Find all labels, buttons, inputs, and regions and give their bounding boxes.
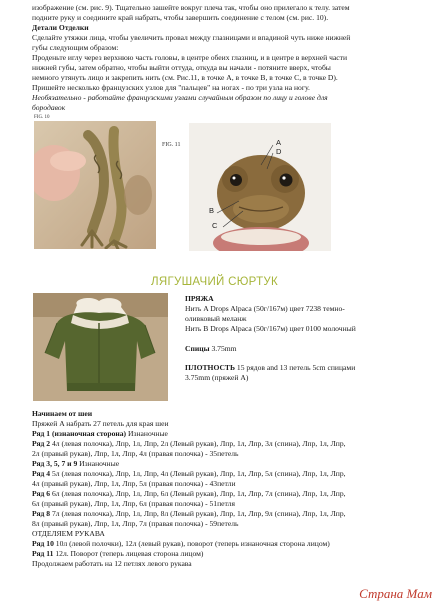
callout-a: A <box>276 138 282 147</box>
figure-label-right: FIG. 11 <box>162 142 181 148</box>
neck-title: Начинаем от шеи <box>32 409 93 418</box>
row-3-label: Ряд 3, 5, 7 и 9 <box>32 459 78 468</box>
row-1 <box>32 429 168 439</box>
section-heading-coat: ЛЯГУШАЧИЙ СЮРТУК <box>151 276 278 288</box>
frog-legs-photo <box>34 121 156 249</box>
details-line: губы следующим образом: <box>32 43 119 52</box>
row-10-label: Ряд 10 <box>32 539 54 548</box>
details-line: нижней губы, затем обратно, чтобы выйти оттуда, откуда вы начали - потяните вверх, чтобы <box>32 63 331 72</box>
details-line: Сделайте утяжки лица, чтобы увеличить провал между глазницами и впадиной чуть ниже нижней <box>32 33 351 42</box>
gauge-line-2: 3.75mm (пряжей A) <box>185 373 249 382</box>
row-3 <box>32 459 119 469</box>
details-note: бородавок <box>32 103 66 112</box>
row-11 <box>32 549 203 559</box>
row-2-text: 4л (левая полочка), Лпр, 1л, Лпр, 2л (Левый рукав), Лпр, 1л, Лпр, 3л (спина), Лпр, 1л, Лпр, <box>52 439 346 448</box>
callout-d: D <box>276 147 282 156</box>
row-11-text: 12л. Поворот (теперь лицевая сторона лицом) <box>55 549 204 558</box>
row-6-cont: 6л (правый рукав), Лпр, 1л, Лпр, 6л (правая полочка) - 51петля <box>32 499 235 508</box>
intro-line-2: подните руку и соедините край набрать, чтобы завершить соединение с телом (см. рис. 10). <box>32 13 329 22</box>
watermark-text: Страна Мам <box>359 586 432 601</box>
needles-label: Спицы <box>185 344 210 353</box>
row-6-text: 6л (левая полочка), Лпр, 1л, Лпр, 6л (Левый рукав), Лпр, 1л, Лпр, 7л (спина), Лпр, 1л, Лпр, <box>52 489 346 498</box>
callout-b: B <box>209 206 215 215</box>
row-4-text: 5л (левая полочка), Лпр, 1л, Лпр, 4л (Левый рукав), Лпр, 1л, Лпр, 5л (спина), Лпр, 1л, Лпр, <box>52 469 346 478</box>
row-6 <box>32 489 346 499</box>
details-note: Необязательно - работайте французскими узлами случайным образом по лицу и голове для <box>32 93 328 102</box>
needles <box>185 344 237 354</box>
gauge <box>185 363 355 373</box>
row-4-label: Ряд 4 <box>32 469 51 478</box>
row-2-label: Ряд 2 <box>32 439 51 448</box>
yarn-a-cont: оливковый меланж <box>185 314 247 323</box>
site-watermark-logo <box>359 586 432 602</box>
figure-label-left: FIG. 10 <box>34 115 50 120</box>
sleeves-title: ОТДЕЛЯЕМ РУКАВА <box>32 529 105 538</box>
row-3-text: Изнаночные <box>79 459 120 468</box>
row-4 <box>32 469 346 479</box>
row-11-label: Ряд 11 <box>32 549 54 558</box>
yarn-b: Нить B Drops Alpaca (50г/167м) цвет 0100 молочный <box>185 324 356 333</box>
row-8 <box>32 509 346 519</box>
row-1-text: Изнаночные <box>127 429 168 438</box>
yarn-title: ПРЯЖА <box>185 294 214 303</box>
row-6-label: Ряд 6 <box>32 489 51 498</box>
gauge-line-1: 15 рядов and 13 петель 5cm спицами <box>236 363 356 372</box>
neck-cast-on: Пряжей A набрать 27 петель для края шеи <box>32 419 169 428</box>
row-1-label: Ряд 1 (изнаночная сторона) <box>32 429 127 438</box>
coat-photo <box>33 293 168 401</box>
row-4-cont: 4л (правый рукав), Лпр, 1л, Лпр, 5л (правая полочка) - 43петли <box>32 479 236 488</box>
row-8-text: 7л (левая полочка), Лпр, 1л, Лпр, 8л (Левый рукав), Лпр, 1л, Лпр, 9л (спина), Лпр, 1л, Лпр, <box>52 509 346 518</box>
frog-face-photo <box>189 123 331 251</box>
row-2-cont: 2л (правый рукав), Лпр, 1л, Лпр, 4л (правая полочка) - 35петель <box>32 449 239 458</box>
details-line: Пришейте несколько французских узлов для "пальцев" на ногах - по три узла на ногу. <box>32 83 310 92</box>
intro-line-1: изображение (см. рис. 9). Тщательно зашейте вокруг плеча так, чтобы оно прилегало к телу. затем <box>32 3 350 12</box>
continue-text: Продолжаем работать на 12 петлях левого рукава <box>32 559 192 568</box>
row-10-text: 10л (левой полочки), 12л (левый рукав), поворот (теперь изнаночная сторона лицом) <box>55 539 330 548</box>
needles-value: 3.75mm <box>211 344 237 353</box>
details-title: Детали Отделки <box>32 23 89 32</box>
row-8-cont: 8л (правый рукав), Лпр, 1л, Лпр, 7л (правая полочка) - 59петель <box>32 519 239 528</box>
row-2 <box>32 439 346 449</box>
callout-c: C <box>212 221 218 230</box>
row-8-label: Ряд 8 <box>32 509 51 518</box>
gauge-label: ПЛОТНОСТЬ <box>185 363 236 372</box>
details-line: Проденьте иглу через верхнюю часть головы, в центре обеих глазниц, и в центре в верхней части <box>32 53 348 62</box>
row-10 <box>32 539 330 549</box>
details-line: немного утянуть лицо и закрепить нить (см. Рис.11, в точке А, в точке В, в точке С, в точке D). <box>32 73 338 82</box>
yarn-a: Нить A Drops Alpaca (50г/167м) цвет 7238 темно- <box>185 304 345 313</box>
